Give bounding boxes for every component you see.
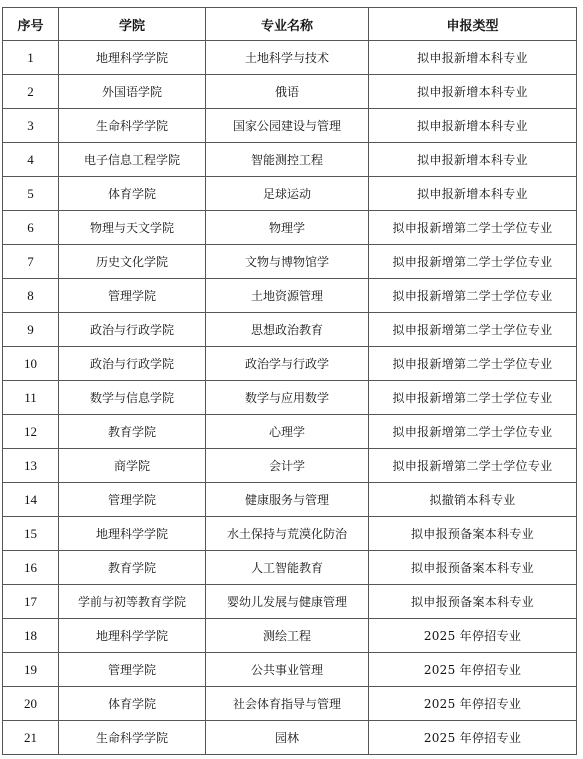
cell-type: 拟申报新增本科专业: [369, 41, 577, 75]
cell-college: 管理学院: [59, 279, 206, 313]
cell-major: 心理学: [206, 415, 369, 449]
cell-type: 拟申报预备案本科专业: [369, 585, 577, 619]
table-row: [3, 551, 577, 585]
cell-college: 学前与初等教育学院: [59, 585, 206, 619]
cell-idx: 13: [3, 449, 59, 483]
cell-type: 拟申报新增本科专业: [369, 75, 577, 109]
cell-idx: 2: [3, 75, 59, 109]
cell-type: 拟申报新增第二学士学位专业: [369, 279, 577, 313]
header-college: 学院: [59, 8, 206, 41]
cell-major: 土地科学与技术: [206, 41, 369, 75]
cell-major: 数学与应用数学: [206, 381, 369, 415]
cell-major: 智能测控工程: [206, 143, 369, 177]
cell-college: 教育学院: [59, 551, 206, 585]
header-idx: 序号: [3, 8, 59, 41]
cell-major: 会计学: [206, 449, 369, 483]
table-row: [3, 415, 577, 449]
cell-type: 2025 年停招专业: [369, 721, 577, 755]
cell-type: 拟申报新增本科专业: [369, 143, 577, 177]
cell-type: 拟申报新增第二学士学位专业: [369, 313, 577, 347]
cell-idx: 8: [3, 279, 59, 313]
cell-college: 地理科学学院: [59, 41, 206, 75]
cell-college: 体育学院: [59, 177, 206, 211]
cell-idx: 17: [3, 585, 59, 619]
cell-college: 地理科学学院: [59, 517, 206, 551]
cell-type: 拟申报新增本科专业: [369, 109, 577, 143]
table-row: [3, 75, 577, 109]
cell-type: 拟申报新增第二学士学位专业: [369, 245, 577, 279]
header-type: 申报类型: [369, 8, 577, 41]
cell-college: 管理学院: [59, 483, 206, 517]
cell-type: 2025 年停招专业: [369, 619, 577, 653]
table-row: [3, 483, 577, 517]
cell-college: 外国语学院: [59, 75, 206, 109]
cell-type: 拟申报新增第二学士学位专业: [369, 347, 577, 381]
cell-idx: 5: [3, 177, 59, 211]
cell-college: 生命科学学院: [59, 721, 206, 755]
cell-idx: 21: [3, 721, 59, 755]
cell-college: 管理学院: [59, 653, 206, 687]
cell-idx: 9: [3, 313, 59, 347]
cell-type: 拟申报预备案本科专业: [369, 551, 577, 585]
cell-idx: 20: [3, 687, 59, 721]
cell-major: 婴幼儿发展与健康管理: [206, 585, 369, 619]
cell-major: 物理学: [206, 211, 369, 245]
table-row: [3, 619, 577, 653]
cell-major: 公共事业管理: [206, 653, 369, 687]
majors-table-sheet: [2, 7, 576, 755]
cell-idx: 15: [3, 517, 59, 551]
cell-idx: 12: [3, 415, 59, 449]
table-row: [3, 585, 577, 619]
table-row: [3, 109, 577, 143]
cell-type: 拟申报新增第二学士学位专业: [369, 415, 577, 449]
cell-college: 体育学院: [59, 687, 206, 721]
table-row: [3, 347, 577, 381]
cell-major: 政治学与行政学: [206, 347, 369, 381]
table-row: [3, 687, 577, 721]
cell-type: 拟申报新增第二学士学位专业: [369, 449, 577, 483]
cell-idx: 19: [3, 653, 59, 687]
cell-type: 拟申报新增第二学士学位专业: [369, 381, 577, 415]
table-row: [3, 245, 577, 279]
header-major: 专业名称: [206, 8, 369, 41]
cell-major: 人工智能教育: [206, 551, 369, 585]
cell-idx: 16: [3, 551, 59, 585]
table-header-row: [3, 8, 577, 41]
cell-idx: 18: [3, 619, 59, 653]
cell-college: 物理与天文学院: [59, 211, 206, 245]
cell-idx: 1: [3, 41, 59, 75]
cell-major: 文物与博物馆学: [206, 245, 369, 279]
cell-college: 地理科学学院: [59, 619, 206, 653]
table-row: [3, 517, 577, 551]
cell-idx: 3: [3, 109, 59, 143]
table-row: [3, 211, 577, 245]
cell-major: 社会体育指导与管理: [206, 687, 369, 721]
cell-idx: 11: [3, 381, 59, 415]
table-row: [3, 41, 577, 75]
cell-major: 健康服务与管理: [206, 483, 369, 517]
cell-idx: 4: [3, 143, 59, 177]
cell-college: 生命科学学院: [59, 109, 206, 143]
cell-college: 商学院: [59, 449, 206, 483]
cell-type: 拟申报新增本科专业: [369, 177, 577, 211]
majors-table: [2, 7, 577, 755]
cell-college: 数学与信息学院: [59, 381, 206, 415]
cell-type: 拟申报新增第二学士学位专业: [369, 211, 577, 245]
cell-idx: 10: [3, 347, 59, 381]
cell-type: 2025 年停招专业: [369, 687, 577, 721]
cell-idx: 7: [3, 245, 59, 279]
cell-major: 思想政治教育: [206, 313, 369, 347]
cell-major: 测绘工程: [206, 619, 369, 653]
cell-type: 拟申报预备案本科专业: [369, 517, 577, 551]
cell-type: 2025 年停招专业: [369, 653, 577, 687]
cell-idx: 6: [3, 211, 59, 245]
cell-major: 足球运动: [206, 177, 369, 211]
cell-major: 俄语: [206, 75, 369, 109]
table-row: [3, 381, 577, 415]
table-row: [3, 177, 577, 211]
cell-major: 国家公园建设与管理: [206, 109, 369, 143]
cell-college: 电子信息工程学院: [59, 143, 206, 177]
table-row: [3, 279, 577, 313]
cell-college: 历史文化学院: [59, 245, 206, 279]
table-row: [3, 143, 577, 177]
table-row: [3, 449, 577, 483]
cell-major: 园林: [206, 721, 369, 755]
cell-college: 政治与行政学院: [59, 347, 206, 381]
cell-college: 政治与行政学院: [59, 313, 206, 347]
cell-idx: 14: [3, 483, 59, 517]
table-row: [3, 653, 577, 687]
cell-college: 教育学院: [59, 415, 206, 449]
cell-major: 土地资源管理: [206, 279, 369, 313]
table-row: [3, 313, 577, 347]
cell-type: 拟撤销本科专业: [369, 483, 577, 517]
cell-major: 水土保持与荒漠化防治: [206, 517, 369, 551]
table-row: [3, 721, 577, 755]
